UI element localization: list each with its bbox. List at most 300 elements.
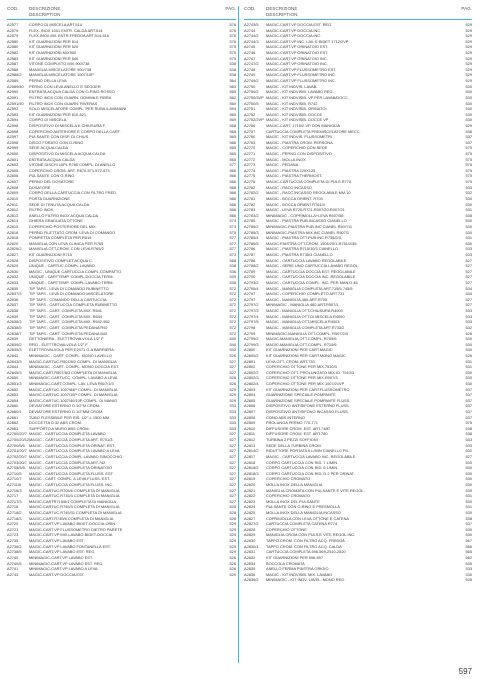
item-code: A2710/5 <box>7 470 22 476</box>
item-code: A2638 <box>7 308 19 314</box>
item-code: A2746 <box>244 50 256 56</box>
item-description: MAGIC - PIASTRA OTT.PUB.INC.R735/2/3 <box>266 235 341 241</box>
item-description: MAGIC - UNIQUE CARTUCCIA COMPL.COMPATTO <box>29 268 122 274</box>
item-page: 530 <box>465 83 472 89</box>
item-code: A2700/20/7 <box>7 431 27 437</box>
item-page: 530 <box>465 571 472 577</box>
item-page: 530 <box>465 229 472 235</box>
item-description: MAGIC - KIT INDVISIB. ORINATOI <box>266 106 327 112</box>
item-page: 572 <box>229 291 236 297</box>
item-description: MANIGLIA CROM.CON PULS.E VITE REGOL.INC. <box>266 532 356 538</box>
item-page: 538 <box>229 263 236 269</box>
item-page: 529 <box>465 22 472 27</box>
item-code: A2812 <box>244 437 256 443</box>
item-description: KIT GUARNIZIONI PER 520 <box>29 44 79 50</box>
item-code: A2811 <box>244 431 255 437</box>
item-page: 575 <box>465 179 472 185</box>
item-description: PERNO CON LEVA ANELLO E SEGGER <box>29 83 101 89</box>
item-page: 529 <box>229 392 236 398</box>
item-page: 566 <box>229 179 236 185</box>
item-code: A2749 <box>244 72 256 78</box>
item-page: 529 <box>465 122 472 128</box>
item-page: 526 <box>229 375 236 381</box>
item-code: A2819 <box>244 476 256 482</box>
item-description: TURBINA 2 PEZZI SOFFIONI <box>266 437 318 443</box>
item-code: A2788/2 <box>244 263 259 269</box>
item-code: A2610 <box>7 195 19 201</box>
item-description: CORPO DI MISCELA ART.514 <box>29 22 82 27</box>
item-code: A2644 <box>7 364 19 370</box>
item-page: 572 <box>229 302 236 308</box>
item-code: A2782 <box>244 201 256 207</box>
item-page: 527 <box>229 481 236 487</box>
item-description: COPERCHIO OTTONE PER MIX.7510/3 <box>266 364 337 370</box>
item-description: TIP TAPS - COMANDO DELLA CARTUCCIA <box>29 296 107 302</box>
item-code: A2801 <box>244 358 256 364</box>
item-description: MINIMAGIC-CART.VP LAVABO EST. <box>29 554 93 560</box>
item-page: 566 <box>229 184 236 190</box>
item-description: MAGIC-CART.VP DOCCIA EST. <box>29 571 85 577</box>
item-code: A2752 <box>244 111 256 117</box>
item-page: 572 <box>229 285 236 291</box>
item-page: 569 <box>229 117 236 123</box>
item-description: COPERCHIO POSTERIORE DEL MIX. <box>29 223 97 229</box>
item-page: 530 <box>465 347 472 353</box>
item-description: CARTUCCIA COMPLETA CATENA R774 <box>266 521 338 527</box>
item-description: MAGIC - CART. COMPL. A LEVA FLUSS. EST. <box>29 476 111 482</box>
item-description: MAGIC-CARTUC.R745/31 COMPLETA DI MANIGLIA <box>29 510 122 516</box>
item-page: 526 <box>229 554 236 560</box>
item-page: 529 <box>229 543 236 549</box>
item-code: A2752/2VP <box>244 117 264 123</box>
item-description: ELETTROVALVOLA PER E2071 G.A BARRIERA <box>29 347 114 353</box>
item-page: 531 <box>465 207 472 213</box>
item-page: 568 <box>229 122 236 128</box>
item-description: DEVIATORE ESTERNO D.1/2"MM CROM. <box>29 409 104 415</box>
item-description: PULSANTE CON O-RING <box>29 173 75 179</box>
item-page: 527 <box>465 274 472 280</box>
item-code: A2633 <box>7 280 19 286</box>
item-code: A2797 <box>244 296 256 302</box>
item-description: MAGIC - KIT INDVISIB. MIX. LAVABO <box>266 571 333 577</box>
item-code: A2616 <box>7 229 19 235</box>
item-code: A2798 <box>244 324 256 330</box>
item-description: CORPO CARTUCCIA CON RID. 6 L/MIN <box>266 465 338 471</box>
item-page: 537 <box>465 521 472 527</box>
item-page: 532 <box>465 448 472 454</box>
item-page: 527 <box>465 280 472 286</box>
item-code: A2802/4 <box>244 381 259 386</box>
item-page: 575 <box>465 167 472 173</box>
item-code: A2744/3 <box>244 38 259 44</box>
item-page: 566 <box>229 201 236 207</box>
item-description: TIP TAPS - CART. COMPLETA PEDANA MIX <box>29 330 108 336</box>
item-description: MAGIC - CARTUCCIA COMPLETA ORINAT. EST. <box>29 442 116 448</box>
item-page: 537 <box>465 386 472 392</box>
item-code: A2598 <box>7 128 19 134</box>
item-page: 530 <box>465 369 472 375</box>
item-description: MINIMAGIC-CART.VP LAVABO A LEVA <box>29 566 98 572</box>
item-page: 533 <box>465 437 472 443</box>
item-description: ENTRATA ACQUA CALDA CON O-RING ROSSO <box>29 89 115 95</box>
item-description: VITONE DISCHI 10PL R765 COMPL. DI ANELLO <box>29 162 116 168</box>
item-code: A2637/3 <box>7 291 22 297</box>
item-page: 530 <box>465 106 472 112</box>
item-code: A2614 <box>7 218 19 224</box>
item-page: 577 <box>229 240 236 246</box>
item-code: A2760 <box>244 134 256 140</box>
item-page: 532 <box>465 190 472 196</box>
item-code: A2653 <box>7 392 19 398</box>
item-code: A2598 <box>7 139 19 145</box>
item-page: 530 <box>465 375 472 381</box>
item-description: MAGIC-CART.VP ORINATOIO EST. <box>266 44 329 50</box>
item-code: A2650 <box>7 375 19 381</box>
item-code: A2736/2 <box>7 543 22 549</box>
item-page: 527 <box>229 442 236 448</box>
item-description: MINIMAGIC-CART.VP LAVABO EST. REG. <box>29 560 104 566</box>
item-code: A2605 <box>7 167 19 173</box>
item-code: A2804 <box>244 392 256 398</box>
item-description: MAGIC - KIT INDVISIB. DOCCE <box>266 111 323 117</box>
left-rows <box>7 22 236 577</box>
item-description: CARTUCCIA COMPLETA PREMISCELATORE MECC. <box>266 128 361 134</box>
item-page: 529 <box>229 532 236 538</box>
item-description: FLEX.INOX 891 ENTR.FREDDA ART.514-516 <box>29 33 109 39</box>
item-code: A2741 <box>7 566 19 572</box>
item-page: 565 <box>229 156 236 162</box>
item-description: MINIMAGIC-CARTUCC. COMPL. LAVABO A LEVA <box>29 375 118 381</box>
item-code: A2594 <box>7 117 19 123</box>
item-code: A2642 <box>7 352 19 358</box>
item-code: A2832 <box>244 554 256 560</box>
item-code: A2583 <box>7 55 19 61</box>
item-page: 533 <box>229 403 236 409</box>
item-page: 527 <box>229 493 236 499</box>
item-description: MAGIC-CARTUC.R705/6 COMPLETA DI MANIGLIA <box>29 487 120 493</box>
item-code: A2582 <box>7 50 19 56</box>
item-description: MAGIC - CARTUCCIA COMPLETA FLUSS. EST. <box>29 470 114 476</box>
header-pag: PAG. <box>461 6 472 11</box>
item-description: MAGIC - KIT INDVIS. LAVAB. <box>266 83 318 89</box>
item-description: DOSATORE <box>29 184 51 190</box>
item-code: A2606 <box>7 173 19 179</box>
item-page: 575 <box>465 151 472 157</box>
item-description: MAGIC-CART.VP DOCCIA EST. REG. <box>266 22 333 27</box>
item-code: A2820 <box>244 481 256 487</box>
item-page: 533 <box>229 425 236 431</box>
item-description: CORPO CARTUCCIA CON RID. 7 L/MIN <box>266 459 338 465</box>
item-page: 537 <box>465 139 472 145</box>
item-description: RFID - ELETTROVALVOLA 1/2" F <box>29 341 88 347</box>
item-code: A2629 <box>7 263 19 269</box>
item-page: 527 <box>229 448 236 454</box>
item-description: MAGIC-CARTUC.R745/3 COMPLETA DI MANIGLIA <box>29 504 120 510</box>
item-code: A2589 <box>7 78 19 84</box>
item-page: 566 <box>229 195 236 201</box>
item-code: A2802/3 <box>244 375 259 381</box>
item-code: A2628 <box>7 257 19 263</box>
item-page: 533 <box>465 566 472 572</box>
item-page: 566 <box>229 212 236 218</box>
item-description: MAGIC-CART.VP MIX.LAVABO-BIDET-DOCCIA <box>29 532 113 538</box>
item-description: MAGIC - SERIE UNO CARTUCCIA LAVABO REGOL. <box>266 263 359 269</box>
item-code: A2834 <box>244 560 256 566</box>
item-code: A2639 <box>7 313 19 319</box>
item-code: A2635 <box>7 285 19 291</box>
item-page: 564 <box>229 78 236 84</box>
item-code: A2579 <box>7 27 19 33</box>
item-page: 530 <box>465 470 472 476</box>
item-description: KIT GUARNIZIONI R715 <box>29 251 72 257</box>
item-description: MAGIC - PIASTRA PUB.INCASSO CIANELLO <box>266 218 347 224</box>
item-code: A2797 <box>244 291 256 297</box>
item-code: A2592 <box>7 106 19 112</box>
item-description: MINIMAGIC - CART. COMPL. MONO DOCCIA EST. <box>29 364 120 370</box>
item-page: 540 <box>229 341 236 347</box>
item-code: A2638/5 <box>7 324 22 330</box>
item-code: A2750/3VP <box>244 94 264 100</box>
item-code: A2638/7 <box>7 330 22 336</box>
item-code: A2821 <box>244 487 256 493</box>
item-description: MAGIC-CART.VP ORINATOIO INC. <box>266 55 328 61</box>
item-description: MAGIC - PIASTRA 125X125 <box>266 167 316 173</box>
item-code: A2763 <box>244 139 256 145</box>
item-description: MAGIC-CART.VP LAVABO FONTANELLA EST. <box>29 543 111 549</box>
item-description: SEDE DI TENUTA ACQUA CALDA <box>29 201 90 207</box>
item-page: 566 <box>229 207 236 213</box>
item-code: A2822 <box>244 493 256 499</box>
item-code: A2787 <box>244 251 256 257</box>
item-page: 572 <box>229 330 236 336</box>
header-description: DESCRIPTION <box>266 11 298 17</box>
item-code: A2710/7 <box>7 476 22 482</box>
item-description: TIP TAPS - LEVA DI COMANDO RUBINETTO <box>29 285 109 291</box>
item-code: A2748 <box>244 66 256 72</box>
item-code: A2645/3 <box>7 369 22 375</box>
item-page: 529 <box>229 521 236 527</box>
item-description: MAGIC - CARTUCCIA LAVABO REGOLABILE <box>266 257 347 263</box>
item-code: A2700/5/5 <box>7 442 25 448</box>
item-description: COPERCHIO CROM. ART. R670-571-572-573 <box>29 167 110 173</box>
item-page: 531 <box>465 235 472 241</box>
item-page: 538 <box>229 66 236 72</box>
item-code: A2700/20/12 <box>7 437 30 443</box>
item-description: MAGIC - CARTUCCIA COMPLETA LAVABO A LEVA <box>29 448 120 454</box>
item-page: 527 <box>229 431 236 437</box>
item-code: A2638/3 <box>7 319 22 325</box>
item-description: DIFFUSORE CROM. EST. ART.780 <box>266 431 328 437</box>
item-code: A2814/2 <box>244 448 259 454</box>
item-page: 529 <box>465 78 472 84</box>
item-code: A2788 <box>244 257 256 263</box>
item-code: A2651/3 <box>7 381 22 386</box>
item-page: 526 <box>229 381 236 386</box>
item-code: A2589/40 <box>7 83 24 89</box>
item-description: MAGIC - CARTUCCIA COMPLETA LAVABO <box>29 431 106 437</box>
item-page: 526 <box>229 560 236 566</box>
item-description: MAGIC - BOCCA ORIENT.R761/4 <box>266 201 325 207</box>
item-page: 565 <box>465 549 472 555</box>
left-header <box>7 6 236 18</box>
item-code: A2830 <box>244 538 256 544</box>
item-description: MAGIC-CARTUC.R715/3 COMPLETA DI MANIGLIA <box>29 493 120 499</box>
item-page: 530 <box>465 336 472 342</box>
item-description: MAGIC - COPERCHIO COMPLETO ART.731 <box>266 291 345 297</box>
item-description: MAGIC-CARTUC.1007/84P COMPL. DI MANIGLIA <box>29 386 118 392</box>
item-description: COPERCHIO ANTERIORE E CORPO DELLA CART. <box>29 128 121 134</box>
item-page: 529 <box>465 55 472 61</box>
item-page: 537 <box>465 392 472 398</box>
item-page: 539 <box>229 274 236 280</box>
item-code: A2660 <box>7 403 19 409</box>
item-code: A2799 <box>244 330 256 336</box>
item-code: A2607 <box>7 179 19 185</box>
item-page: 530 <box>465 111 472 117</box>
item-description: MANIGLIA CROMATA CON PULSANTE E VITE REGOL. <box>266 487 365 493</box>
item-page: 528 <box>229 515 236 521</box>
item-page: 530 <box>465 117 472 123</box>
item-page: 566 <box>229 139 236 145</box>
item-code: A2663 <box>7 425 19 431</box>
item-page: 576 <box>229 27 236 33</box>
header-desc <box>266 6 458 18</box>
item-description: MAGIC - KIT INDVISIB. DOCCE VP <box>266 117 329 123</box>
item-description: PULSANTE CON DISP. DI CHIUS. <box>29 134 90 140</box>
item-page: 529 <box>229 386 236 392</box>
item-code: A2785/4 <box>244 235 259 241</box>
item-page: 575 <box>465 145 472 151</box>
item-description: MAGIC-CARTUCCIA COMPLETA DI PULS.R770 <box>266 179 352 185</box>
item-code: A2770 <box>244 145 256 151</box>
item-description: DISPOSITIVO ANTISIFONE ESTERNO FLUSS. <box>266 403 350 409</box>
item-description: DISPOSITIVO COMPLET.ACQUA C. <box>29 257 93 263</box>
item-description: PULSANTE CON O-RING E PRESMOLLA <box>266 504 340 510</box>
item-page: 577 <box>229 162 236 168</box>
item-code: A2600 <box>7 151 19 157</box>
item-code: A2718 <box>7 504 19 510</box>
item-code: A2830/1 <box>244 543 259 549</box>
item-page: 529 <box>465 72 472 78</box>
item-code: A2809 <box>244 420 256 426</box>
item-code: A2751 <box>244 106 256 112</box>
item-code: A2775 <box>244 173 256 179</box>
item-page: 530 <box>465 476 472 482</box>
item-description: MAGIC - PIASTRA THERMOST. <box>266 173 323 179</box>
item-code: A2597 <box>7 134 19 140</box>
item-page: 575 <box>465 162 472 168</box>
item-code: A2639/2 <box>7 341 22 347</box>
item-page: 533 <box>465 319 472 325</box>
item-page: 527 <box>465 302 472 308</box>
item-code: A2802 <box>244 364 256 370</box>
item-code: A2800/2 <box>244 352 259 358</box>
item-description: MAGIC - CARTUCCIA COMPLETA ART. R701/3 <box>29 437 113 443</box>
item-page: 576 <box>229 22 236 27</box>
item-code: A2615 <box>7 223 19 229</box>
item-description: MAGIC - CARTUCCIA COMPLETA ART.742 <box>29 459 106 465</box>
item-page: 533 <box>465 251 472 257</box>
item-code: A2735 <box>7 538 19 544</box>
item-page: 527 <box>465 257 472 263</box>
item-page: 538 <box>465 128 472 134</box>
item-description: COPRIMOLLA CON LEVA OTTONE E CATENA <box>266 515 350 521</box>
item-code: A2785/5 <box>244 240 259 246</box>
item-description: MAGIC-CART.VP DOCCIA INC. <box>266 33 322 39</box>
item-page: 538 <box>465 425 472 431</box>
item-description: MAGIC-CART.VP ORINATOIO INC. <box>266 61 328 67</box>
item-page: 574 <box>229 223 236 229</box>
item-page: 565 <box>229 134 236 140</box>
item-description: GETTONIERA - ELETTROVALVOLA 1/2" F <box>29 336 104 342</box>
item-description: RIDUTTORE PORTATA 6 L/MIN CIANELLO FIL. <box>266 448 350 454</box>
item-page: 531 <box>465 504 472 510</box>
item-description: MAGIC - CARTUCCIA COMPL.LAVABO GINOCCHIO <box>29 453 123 459</box>
right-header <box>244 6 472 18</box>
item-page: 536 <box>229 268 236 274</box>
item-page: 530 <box>465 201 472 207</box>
item-description: TIP TAPS - LEVA DI COMANDO MISCELATORE <box>29 291 114 297</box>
item-code: A2711/6 <box>7 481 22 487</box>
item-description: MOLLA INOX DELLA MANIGLIA INCASSO <box>266 510 341 516</box>
item-description: FILTRO INOX <box>29 207 54 213</box>
item-description: KIT GUARNIZIONI PER 596-597 <box>266 554 324 560</box>
header-descrizione: DESCRIZIONE <box>29 6 61 11</box>
item-code: A2835 <box>244 566 256 572</box>
item-description: MAGIC - PEDANA <box>266 162 299 168</box>
item-code: A2797/3 <box>244 308 259 314</box>
item-description: MANIGLIA MISCELATORE 1007/10P <box>29 72 94 78</box>
item-page: 538 <box>229 61 236 67</box>
item-code: A2802/2 <box>244 369 259 375</box>
item-page: 527 <box>229 437 236 443</box>
item-page: 534 <box>465 291 472 297</box>
item-code: A2836/2 <box>244 577 259 583</box>
item-page: 566 <box>229 190 236 196</box>
item-code: A2608 <box>7 184 19 190</box>
item-description: GUARNIZIONE SPECIALE POMPANTE FLUSS. <box>266 397 351 403</box>
item-code: A2740 <box>7 554 19 560</box>
item-page: 538 <box>229 280 236 286</box>
item-code: A2593 <box>7 111 19 117</box>
item-description: MAGIC-CART.R507/8/3 COMPLETA DI MANIGLIA <box>29 369 117 375</box>
item-description: MANIGLIA OTT.CROM. CON LEVA R765/2 <box>29 246 104 252</box>
item-page: 533 <box>465 246 472 252</box>
item-code: A2810 <box>244 425 256 431</box>
item-code: A2632 <box>7 274 19 280</box>
item-page: 530 <box>465 526 472 532</box>
item-page: 538 <box>229 72 236 78</box>
item-description: MINIMAGIC - CART. COMPL. MONO LAVELLO <box>29 352 112 358</box>
item-description: KIT GUARNIZIONI PER CART.FLUSSOMETRO <box>266 386 350 392</box>
item-description: TIP TAPS - CARTUCCIA COMPLETA RUBINETTO <box>29 302 118 308</box>
item-code: A2720 <box>7 521 19 527</box>
item-description: MAGIC - MANIGLIA COMPLETA ART.715/5-745/5 <box>266 285 353 291</box>
item-description: MAGIC - KIT INDVIS. FLUSSOMETRI <box>266 134 333 140</box>
item-page: 577 <box>229 235 236 241</box>
item-description: DISPOSITIVO DI MISCELA ACQUA CALDA <box>29 151 106 157</box>
item-description: MINIMAGIC - COPRIMOLLA+LEVA R507/58 <box>266 212 344 218</box>
item-page: 530 <box>465 487 472 493</box>
item-page: 577 <box>229 246 236 252</box>
item-code: A2783 <box>244 207 256 213</box>
item-code: A2701/20/7 <box>7 448 27 454</box>
item-description: FILTRO INOX CON GUARN. GOMMA E FIBRA <box>29 94 112 100</box>
item-code: A2627 <box>7 251 19 257</box>
item-page: 530 <box>465 465 472 471</box>
item-page: 566 <box>229 167 236 173</box>
item-page: 530 <box>465 381 472 386</box>
